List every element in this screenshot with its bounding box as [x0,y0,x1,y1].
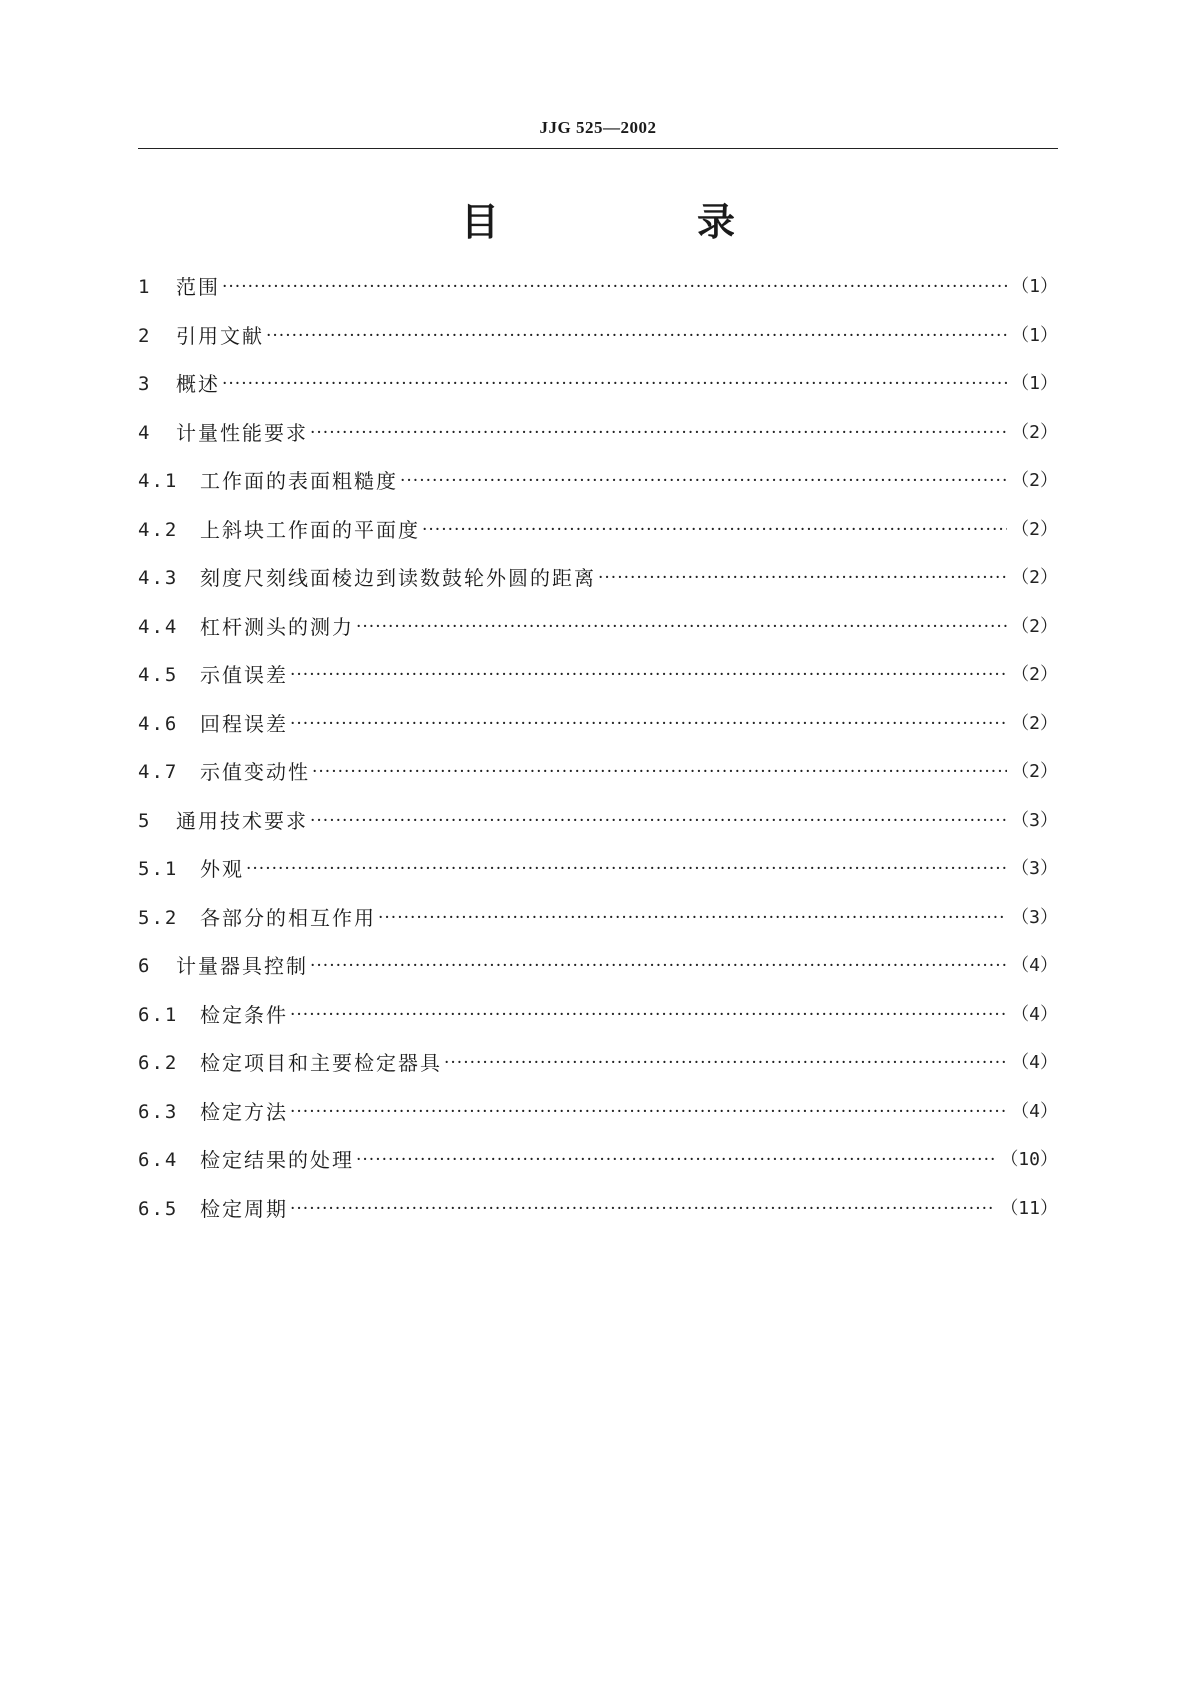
toc-leader-dots [400,468,1007,494]
toc-entry-label: 回程误差 [200,711,288,736]
toc-entry-label: 上斜块工作面的平面度 [200,517,420,542]
toc-leader-dots [266,323,1007,349]
toc-entry[interactable] [138,759,1058,808]
toc-entry-number: 4.7 [138,761,179,783]
toc-entry[interactable] [138,1002,1058,1051]
page-title: 目 录 [460,200,815,244]
toc-leader-dots [310,420,1007,446]
toc-entry-number: 4.4 [138,615,179,638]
toc-entry[interactable] [138,614,1058,663]
toc-entry-number: 4.3 [138,567,179,589]
toc-entry-number: 4.5 [138,664,179,686]
toc-entry-number: 6.3 [138,1100,179,1123]
toc-leader-dots [310,953,1007,979]
toc-leader-dots [246,856,1007,882]
toc-entry[interactable] [138,1196,1058,1245]
document-code-header: JJG 525—2002 [539,118,657,137]
toc-entry-label: 刻度尺刻线面棱边到读数鼓轮外圆的距离 [200,566,596,590]
toc-entry-page: （4） [1011,955,1058,976]
toc-entry-page: （1） [1011,373,1058,394]
toc-entry-label: 通用技术要求 [176,808,308,833]
toc-entry-page: （10） [1000,1149,1058,1170]
toc-entry-number: 2 [138,324,152,347]
toc-leader-dots [378,905,1007,931]
toc-entry-page: （4） [1011,1052,1058,1073]
toc-leader-dots [444,1050,1007,1076]
toc-leader-dots [290,711,1007,737]
toc-entry-number: 3 [138,373,152,395]
toc-entry-number: 4.2 [138,518,179,541]
header-rule [138,148,1058,149]
toc-leader-dots [312,759,1007,785]
toc-leader-dots [310,808,1007,834]
toc-entry-label: 检定方法 [200,1099,288,1124]
toc-entry-label: 检定结果的处理 [200,1148,354,1172]
toc-entry[interactable] [138,371,1058,420]
toc-leader-dots [290,1099,1007,1125]
toc-leader-dots [356,1147,996,1173]
toc-entry-page: （1） [1011,324,1058,346]
toc-entry[interactable] [138,808,1058,857]
toc-entry-page: （3） [1011,809,1058,831]
toc-entry[interactable] [138,953,1058,1002]
toc-entry[interactable] [138,274,1058,323]
toc-entry-page: （2） [1011,567,1058,588]
toc-entry-number: 6.4 [138,1149,179,1171]
toc-entry-label: 外观 [200,857,244,881]
toc-entry-label: 检定周期 [200,1196,288,1221]
toc-entry[interactable] [138,905,1058,954]
toc-entry-page: （3） [1011,906,1058,928]
toc-leader-dots [290,1196,996,1222]
toc-entry-number: 6.1 [138,1003,179,1026]
toc-entry[interactable] [138,711,1058,760]
toc-entry[interactable] [138,1147,1058,1196]
toc-entry[interactable] [138,565,1058,614]
toc-entry-page: （2） [1011,421,1058,443]
toc-entry-page: （2） [1011,615,1058,637]
toc-entry[interactable] [138,856,1058,905]
toc-entry-number: 4.6 [138,712,179,735]
toc-entry-page: （11） [1000,1197,1058,1219]
toc-entry-page: （1） [1011,276,1058,297]
toc-entry-label: 引用文献 [176,323,264,348]
toc-entry-label: 示值误差 [200,663,288,687]
toc-entry-page: （2） [1011,518,1058,540]
toc-entry-label: 各部分的相互作用 [200,905,376,930]
toc-entry-label: 杠杆测头的测力 [200,614,354,639]
toc-entry-page: （2） [1011,664,1058,685]
toc-entry-label: 概述 [176,372,220,396]
toc-entry-label: 范围 [176,275,220,299]
toc-leader-dots [290,1002,1007,1028]
toc-entry-number: 5 [138,809,152,832]
toc-entry-page: （4） [1011,1100,1058,1122]
toc-entry-number: 5.1 [138,858,179,880]
toc-entry-number: 4 [138,421,152,444]
toc-entry-label: 检定条件 [200,1002,288,1027]
toc-entry-number: 6 [138,955,152,977]
toc-entry-number: 1 [138,276,152,298]
toc-entry-label: 检定项目和主要检定器具 [200,1051,442,1075]
toc-entry-label: 计量性能要求 [176,420,308,445]
toc-entry[interactable] [138,662,1058,711]
toc-entry[interactable] [138,1099,1058,1148]
toc-leader-dots [422,517,1007,543]
toc-entry[interactable] [138,517,1058,566]
toc-leader-dots [356,614,1007,640]
toc-entry[interactable] [138,323,1058,372]
toc-leader-dots [222,274,1007,300]
toc-entry[interactable] [138,1050,1058,1099]
toc-entry-number: 4.1 [138,470,179,492]
toc-leader-dots [290,662,1007,688]
toc-entry-page: （2） [1011,712,1058,734]
table-of-contents [138,274,1058,1244]
toc-entry-page: （3） [1011,858,1058,879]
toc-entry-number: 5.2 [138,906,179,929]
toc-entry-label: 计量器具控制 [176,954,308,978]
toc-entry-page: （4） [1011,1003,1058,1025]
toc-entry-number: 6.2 [138,1052,179,1074]
toc-entry-label: 示值变动性 [200,760,310,784]
toc-entry[interactable] [138,420,1058,469]
toc-entry-number: 6.5 [138,1197,179,1220]
toc-entry-label: 工作面的表面粗糙度 [200,469,398,493]
toc-entry-page: （2） [1011,470,1058,491]
toc-leader-dots [598,565,1007,591]
toc-leader-dots [222,371,1007,397]
toc-entry-page: （2） [1011,761,1058,782]
toc-entry[interactable] [138,468,1058,517]
